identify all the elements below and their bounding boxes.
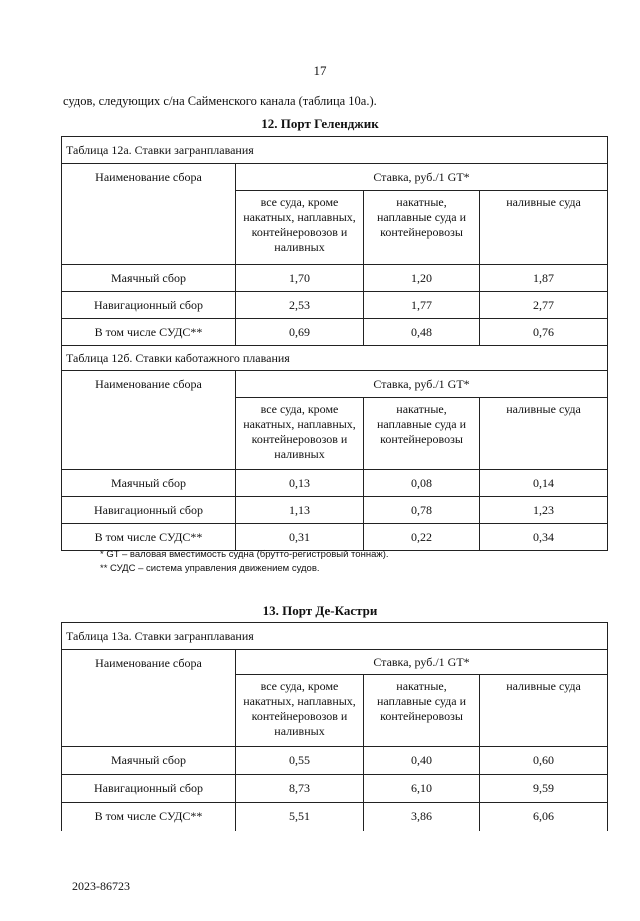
rate-value: 0,13	[236, 470, 364, 497]
rate-value: 2,53	[236, 292, 364, 319]
rate-value: 8,73	[236, 775, 364, 803]
fee-name: Навигационный сбор	[62, 292, 236, 319]
rate-value: 6,06	[480, 803, 608, 831]
rate-value: 0,55	[236, 747, 364, 775]
subheader-roro-containers: накатные, наплавные суда и контейнеровозы	[364, 191, 480, 265]
subheader-all-vessels: все суда, кроме накатных, наплавных, контейнеровозов и наливных	[236, 398, 364, 470]
rate-value: 0,60	[480, 747, 608, 775]
rate-value: 0,31	[236, 524, 364, 551]
fee-name: В том числе СУДС**	[62, 803, 236, 831]
section-title-12: 12. Порт Геленджик	[261, 116, 379, 131]
subheader-tankers: наливные суда	[480, 191, 608, 265]
table-row	[62, 319, 608, 346]
name-column-header: Наименование сбора	[62, 164, 236, 265]
rate-value: 0,14	[480, 470, 608, 497]
fee-name: Маячный сбор	[62, 470, 236, 497]
rate-value: 5,51	[236, 803, 364, 831]
section-title-13: 13. Порт Де-Кастри	[262, 603, 378, 618]
footnote-suds: ** СУДС – система управления движением судов.	[100, 563, 320, 574]
rate-value: 1,23	[480, 497, 608, 524]
name-column-header: Наименование сбора	[62, 650, 236, 747]
fee-name: Маячный сбор	[62, 265, 236, 292]
table-row	[62, 775, 608, 803]
footnotes	[100, 548, 389, 576]
table-12b	[61, 345, 608, 551]
rate-value: 2,77	[480, 292, 608, 319]
fee-name: В том числе СУДС**	[62, 319, 236, 346]
rate-value: 0,08	[364, 470, 480, 497]
subheader-all-vessels: все суда, кроме накатных, наплавных, контейнеровозов и наливных	[236, 675, 364, 747]
rate-value: 0,22	[364, 524, 480, 551]
rate-value: 0,76	[480, 319, 608, 346]
fee-name: Навигационный сбор	[62, 775, 236, 803]
rate-value: 1,70	[236, 265, 364, 292]
name-column-header: Наименование сбора	[62, 371, 236, 470]
rate-column-header: Ставка, руб./1 GT*	[236, 164, 608, 191]
rate-value: 6,10	[364, 775, 480, 803]
subheader-tankers: наливные суда	[480, 398, 608, 470]
table-caption: Таблица 12а. Ставки загранплавания	[62, 137, 608, 164]
subheader-all-vessels: все суда, кроме накатных, наплавных, контейнеровозов и наливных	[236, 191, 364, 265]
rate-value: 0,78	[364, 497, 480, 524]
table-13a	[61, 622, 608, 831]
table-row	[62, 292, 608, 319]
document-id: 2023-86723	[72, 879, 130, 893]
table-row	[62, 803, 608, 831]
rate-value: 1,77	[364, 292, 480, 319]
footnote-gt: * GT – валовая вместимость судна (брутто-регистровый тоннаж).	[100, 549, 389, 560]
rate-value: 0,34	[480, 524, 608, 551]
rate-value: 1,13	[236, 497, 364, 524]
rate-value: 0,48	[364, 319, 480, 346]
table-row	[62, 265, 608, 292]
rate-value: 1,87	[480, 265, 608, 292]
table-row	[62, 747, 608, 775]
subheader-roro-containers: накатные, наплавные суда и контейнеровозы	[364, 675, 480, 747]
rate-value: 3,86	[364, 803, 480, 831]
rate-value: 9,59	[480, 775, 608, 803]
rate-value: 1,20	[364, 265, 480, 292]
table-caption: Таблица 12б. Ставки каботажного плавания	[62, 346, 608, 371]
intro-text: судов, следующих с/на Сайменского канала (таблица 10а.).	[63, 94, 377, 108]
table-caption: Таблица 13а. Ставки загранплавания	[62, 623, 608, 650]
table-row	[62, 524, 608, 551]
table-row	[62, 470, 608, 497]
subheader-roro-containers: накатные, наплавные суда и контейнеровозы	[364, 398, 480, 470]
table-row	[62, 497, 608, 524]
subheader-tankers: наливные суда	[480, 675, 608, 747]
table-12a	[61, 136, 608, 346]
fee-name: Маячный сбор	[62, 747, 236, 775]
page-number: 17	[313, 63, 327, 78]
fee-name: В том числе СУДС**	[62, 524, 236, 551]
rate-column-header: Ставка, руб./1 GT*	[236, 650, 608, 675]
rate-column-header: Ставка, руб./1 GT*	[236, 371, 608, 398]
rate-value: 0,40	[364, 747, 480, 775]
fee-name: Навигационный сбор	[62, 497, 236, 524]
rate-value: 0,69	[236, 319, 364, 346]
